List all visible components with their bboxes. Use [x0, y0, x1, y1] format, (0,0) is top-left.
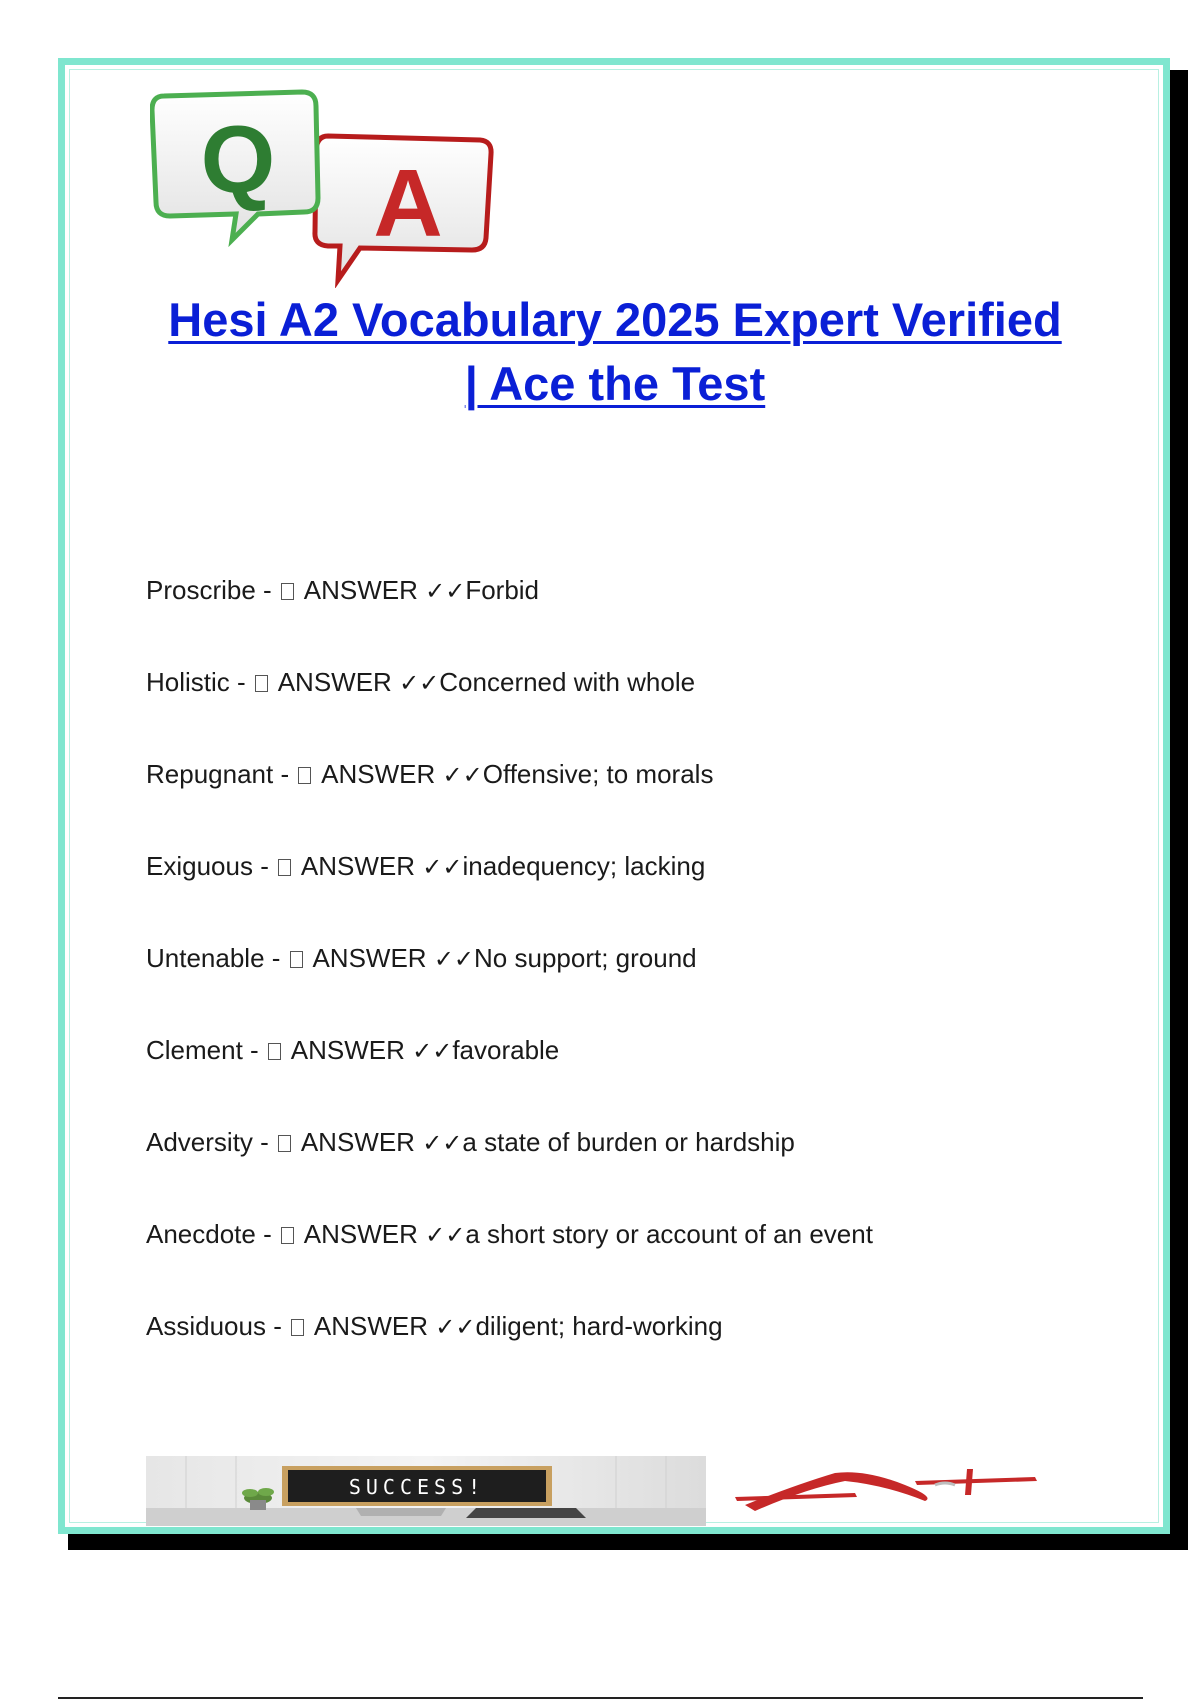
checkmark-icon: ✓✓	[422, 853, 463, 881]
a-plus-icon	[735, 1469, 1037, 1511]
definition: a short story or account of an event	[465, 1219, 873, 1249]
answer-label: ANSWER	[303, 1219, 418, 1249]
definition: Concerned with whole	[439, 667, 696, 697]
missing-glyph-icon	[291, 1319, 304, 1336]
answer-label: ANSWER	[290, 1035, 405, 1065]
title-line-2[interactable]: | Ace the Test	[464, 357, 766, 410]
footer-divider	[58, 1697, 1143, 1699]
term: Untenable	[146, 943, 265, 973]
term: Exiguous	[146, 851, 253, 881]
list-item	[146, 575, 873, 605]
definition: Forbid	[465, 575, 540, 605]
term: Proscribe	[146, 575, 256, 605]
definition: favorable	[452, 1035, 560, 1065]
title-line-1[interactable]: Hesi A2 Vocabulary 2025 Expert Verified	[168, 293, 1062, 346]
answer-label: ANSWER	[312, 943, 427, 973]
checkmark-icon: ✓✓	[425, 1221, 466, 1249]
separator: -	[273, 759, 297, 789]
term: Assiduous	[146, 1311, 266, 1341]
missing-glyph-icon	[298, 767, 311, 784]
missing-glyph-icon	[268, 1043, 281, 1060]
term: Repugnant	[146, 759, 274, 789]
checkmark-icon: ✓✓	[422, 1129, 463, 1157]
separator: -	[242, 1035, 266, 1065]
missing-glyph-icon	[255, 675, 268, 692]
list-item	[146, 759, 873, 789]
answer-label: ANSWER	[303, 575, 418, 605]
q-speech-bubble-icon	[152, 92, 318, 240]
list-item	[146, 1311, 873, 1341]
separator: -	[229, 667, 253, 697]
term: Clement	[146, 1035, 243, 1065]
list-item	[146, 667, 873, 697]
q-letter: Q	[200, 106, 276, 213]
checkmark-icon: ✓✓	[412, 1037, 453, 1065]
definition: a state of burden or hardship	[462, 1127, 795, 1157]
separator: -	[264, 943, 288, 973]
missing-glyph-icon	[281, 1227, 294, 1244]
list-item	[146, 1219, 873, 1249]
answer-label: ANSWER	[277, 667, 392, 697]
separator: -	[255, 1219, 279, 1249]
list-item	[146, 851, 873, 881]
separator: -	[255, 575, 279, 605]
definition: No support; ground	[474, 943, 697, 973]
list-item	[146, 943, 873, 973]
checkmark-icon: ✓✓	[433, 945, 475, 973]
term: Adversity	[146, 1127, 253, 1157]
a-speech-bubble-icon	[315, 136, 491, 280]
list-item	[146, 1127, 873, 1157]
checkmark-icon: ✓✓	[435, 1313, 476, 1341]
missing-glyph-icon	[278, 1135, 291, 1152]
separator: -	[265, 1311, 290, 1341]
missing-glyph-icon	[281, 583, 294, 600]
document-title[interactable]	[120, 288, 1110, 416]
term: Holistic	[146, 667, 230, 697]
separator: -	[252, 851, 277, 881]
vocabulary-list	[146, 575, 873, 1403]
missing-glyph-icon	[290, 951, 303, 968]
a-letter: A	[373, 150, 443, 257]
list-item	[146, 1035, 873, 1065]
missing-glyph-icon	[278, 859, 291, 876]
answer-label: ANSWER	[321, 759, 436, 789]
checkmark-icon: ✓✓	[442, 761, 483, 789]
qa-logo	[150, 88, 500, 288]
definition: inadequency; lacking	[462, 851, 706, 881]
a-plus-grade-image	[735, 1455, 1055, 1530]
success-text: SUCCESS!	[348, 1475, 486, 1499]
answer-label: ANSWER	[313, 1311, 428, 1341]
answer-label: ANSWER	[300, 1127, 415, 1157]
answer-label: ANSWER	[300, 851, 415, 881]
definition: Offensive; to morals	[482, 759, 714, 789]
checkmark-icon: ✓✓	[399, 669, 440, 697]
checkmark-icon: ✓✓	[425, 577, 466, 605]
success-banner-image	[146, 1456, 706, 1526]
definition: diligent; hard-working	[475, 1311, 723, 1341]
separator: -	[252, 1127, 277, 1157]
term: Anecdote	[146, 1219, 256, 1249]
